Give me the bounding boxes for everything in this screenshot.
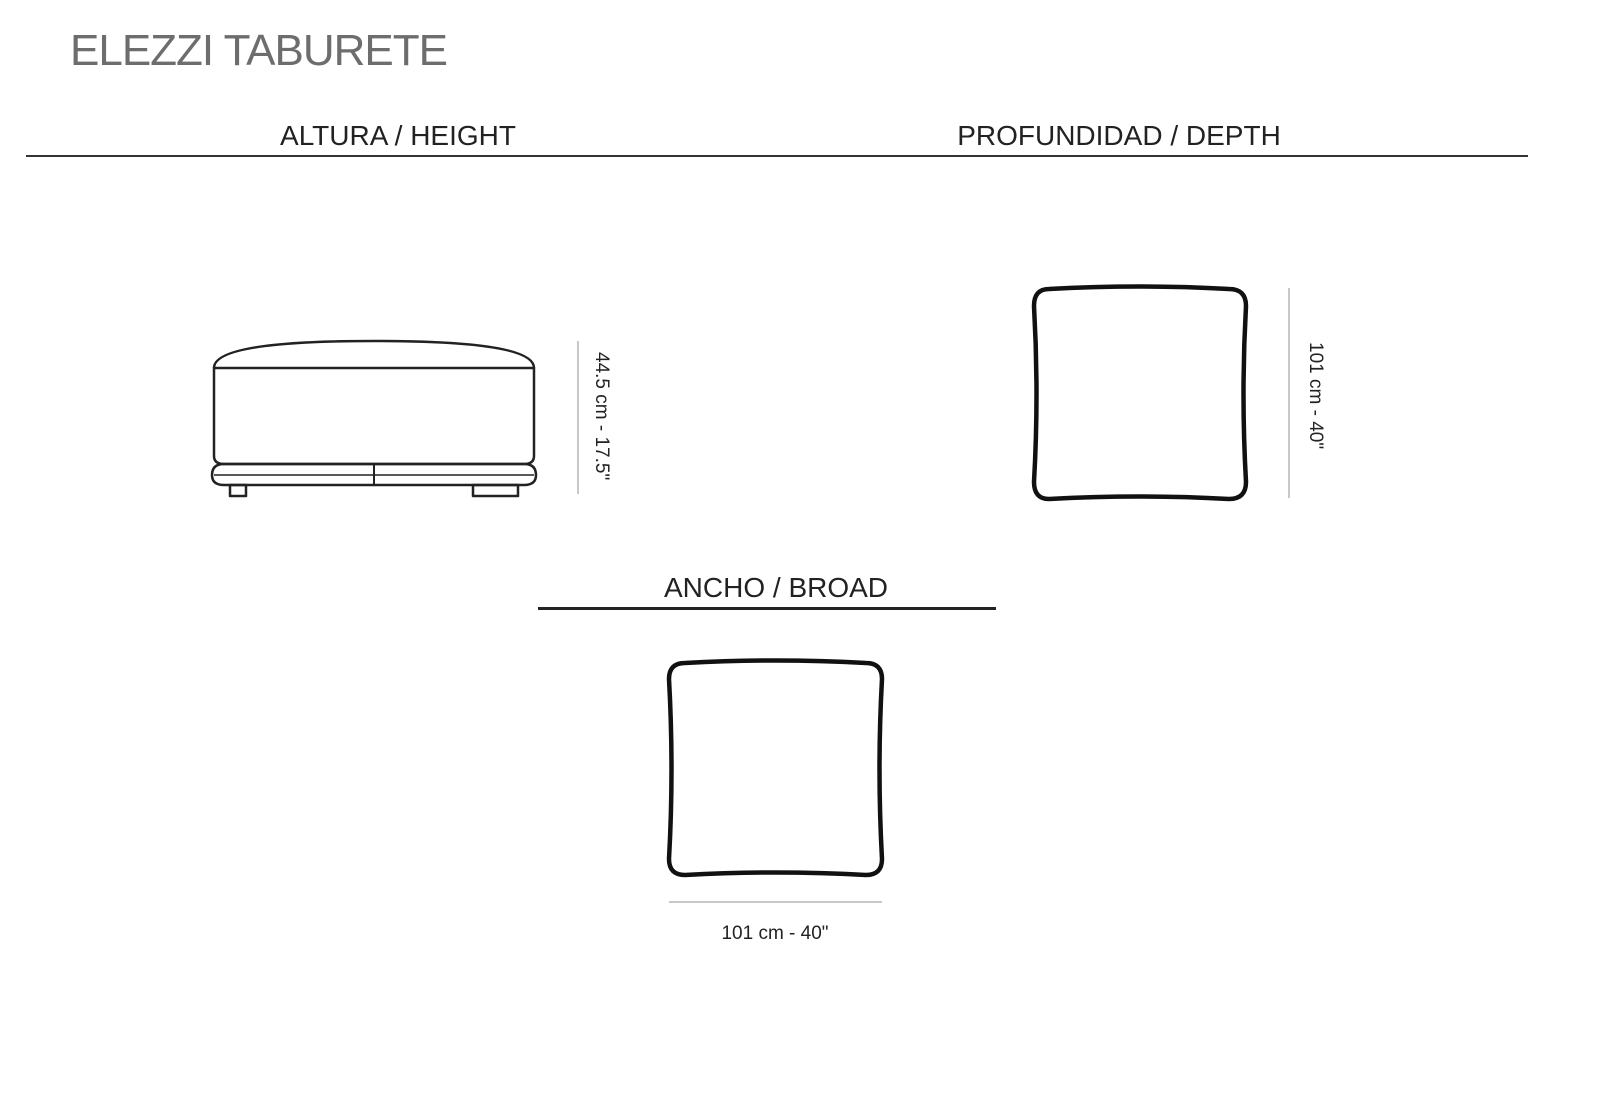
height-dimension-label: 44.5 cm - 17.5"	[591, 352, 612, 481]
ottoman-depth-view	[1034, 287, 1246, 500]
ottoman-foot-right	[473, 485, 518, 496]
ottoman-foot-left	[230, 485, 246, 496]
depth-section-label: PROFUNDIDAD / DEPTH	[957, 120, 1281, 151]
ottoman-cushion-top	[214, 341, 534, 368]
broad-dimension-label: 101 cm - 40"	[721, 923, 829, 944]
ottoman-broad-view	[669, 661, 882, 876]
height-section-label: ALTURA / HEIGHT	[280, 120, 516, 151]
broad-section-label: ANCHO / BROAD	[663, 572, 889, 603]
ottoman-side-view	[212, 341, 536, 496]
depth-dimension-label: 101 cm - 40"	[1305, 342, 1326, 450]
ottoman-body	[214, 368, 534, 464]
page-title: ELEZZI TABURETE	[70, 26, 448, 75]
